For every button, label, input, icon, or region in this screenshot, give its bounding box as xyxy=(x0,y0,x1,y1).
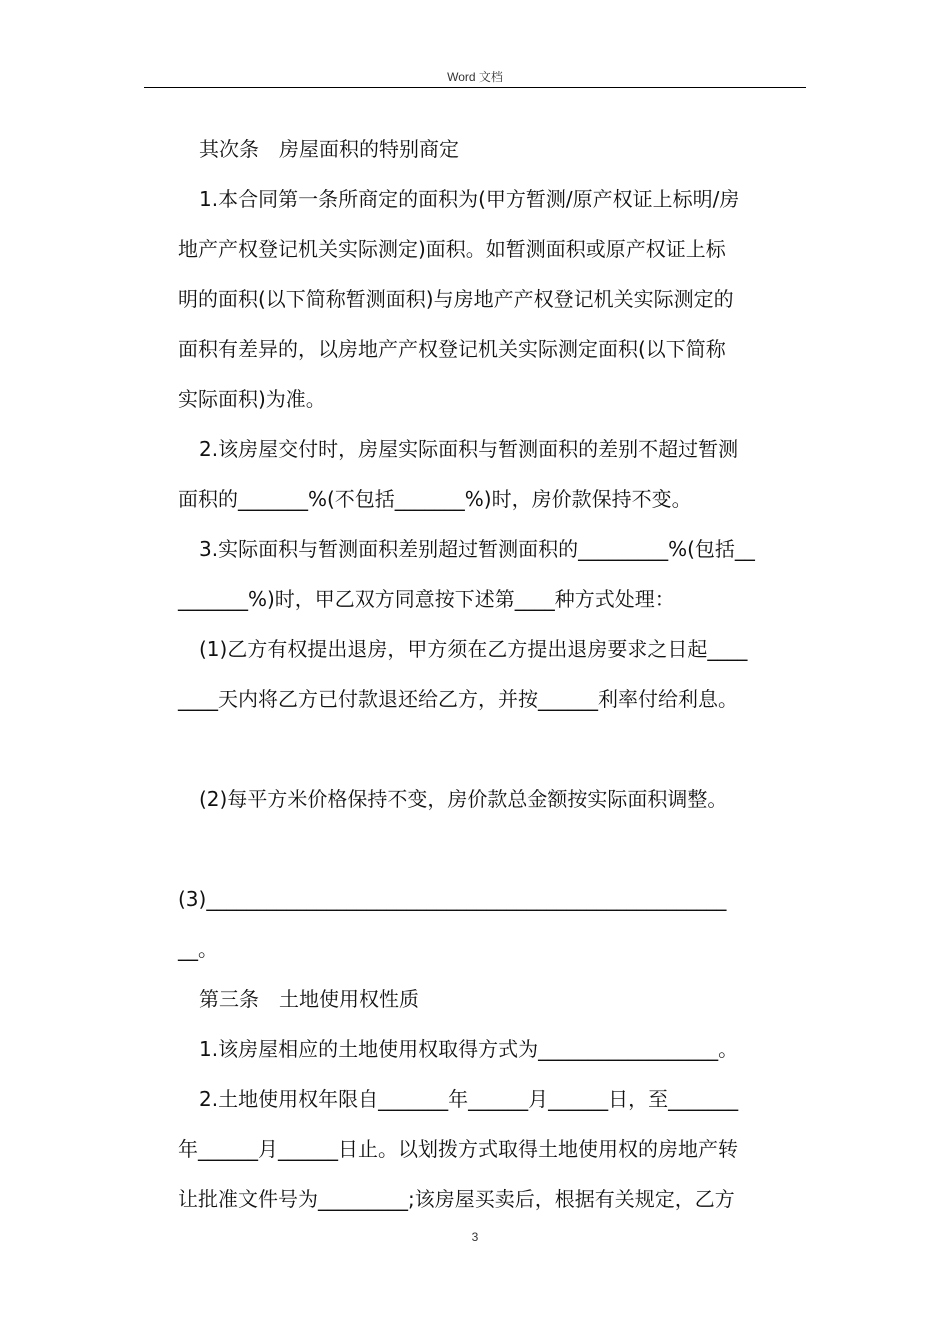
paragraph-line: 让批准文件号为_________;该房屋买卖后，根据有关规定，乙方 xyxy=(178,1187,735,1211)
paragraph-line: 实际面积)为准。 xyxy=(178,387,326,411)
paragraph-line: _______%)时，甲乙双方同意按下述第____种方式处理： xyxy=(178,587,675,611)
header-divider xyxy=(144,87,806,88)
paragraph-line: (1)乙方有权提出退房，甲方须在乙方提出退房要求之日起____ xyxy=(199,637,748,661)
page-number: 3 xyxy=(471,1230,479,1244)
paragraph-line: (2)每平方米价格保持不变，房价款总金额按实际面积调整。 xyxy=(199,787,728,811)
paragraph-line: 面积的_______%(不包括_______%)时，房价款保持不变。 xyxy=(178,487,692,511)
paragraph-line: 年______月______日止。以划拨方式取得土地使用权的房地产转 xyxy=(178,1137,738,1161)
section-heading: 其次条 房屋面积的特别商定 xyxy=(199,137,459,161)
blank-line xyxy=(178,824,808,874)
paragraph-line: 地产产权登记机关实际测定)面积。如暂测面积或原产权证上标 xyxy=(178,237,726,261)
paragraph-line: 2.土地使用权年限自_______年______月______日，至_______ xyxy=(199,1087,739,1111)
paragraph-line: 明的面积(以下简称暂测面积)与房地产产权登记机关实际测定的 xyxy=(178,287,734,311)
paragraph-line: 3.实际面积与暂测面积差别超过暂测面积的_________%(包括__ xyxy=(199,537,755,561)
paragraph-line: __。 xyxy=(178,937,218,961)
paragraph-line: 1.本合同第一条所商定的面积为(甲方暂测/原产权证上标明/房 xyxy=(199,187,740,211)
page-header: Word 文档 xyxy=(447,70,503,84)
paragraph-line: ____天内将乙方已付款退还给乙方，并按______利率付给利息。 xyxy=(178,687,738,711)
paragraph-line: 1.该房屋相应的土地使用权取得方式为__________________。 xyxy=(199,1037,739,1061)
document-body xyxy=(178,124,808,1224)
section-heading: 第三条 土地使用权性质 xyxy=(199,987,419,1011)
paragraph-line: (3)____________________________________________________ xyxy=(178,887,727,911)
blank-line xyxy=(178,724,808,774)
paragraph-line: 2.该房屋交付时，房屋实际面积与暂测面积的差别不超过暂测 xyxy=(199,437,739,461)
paragraph-line: 面积有差异的，以房地产产权登记机关实际测定面积(以下简称 xyxy=(178,337,726,361)
